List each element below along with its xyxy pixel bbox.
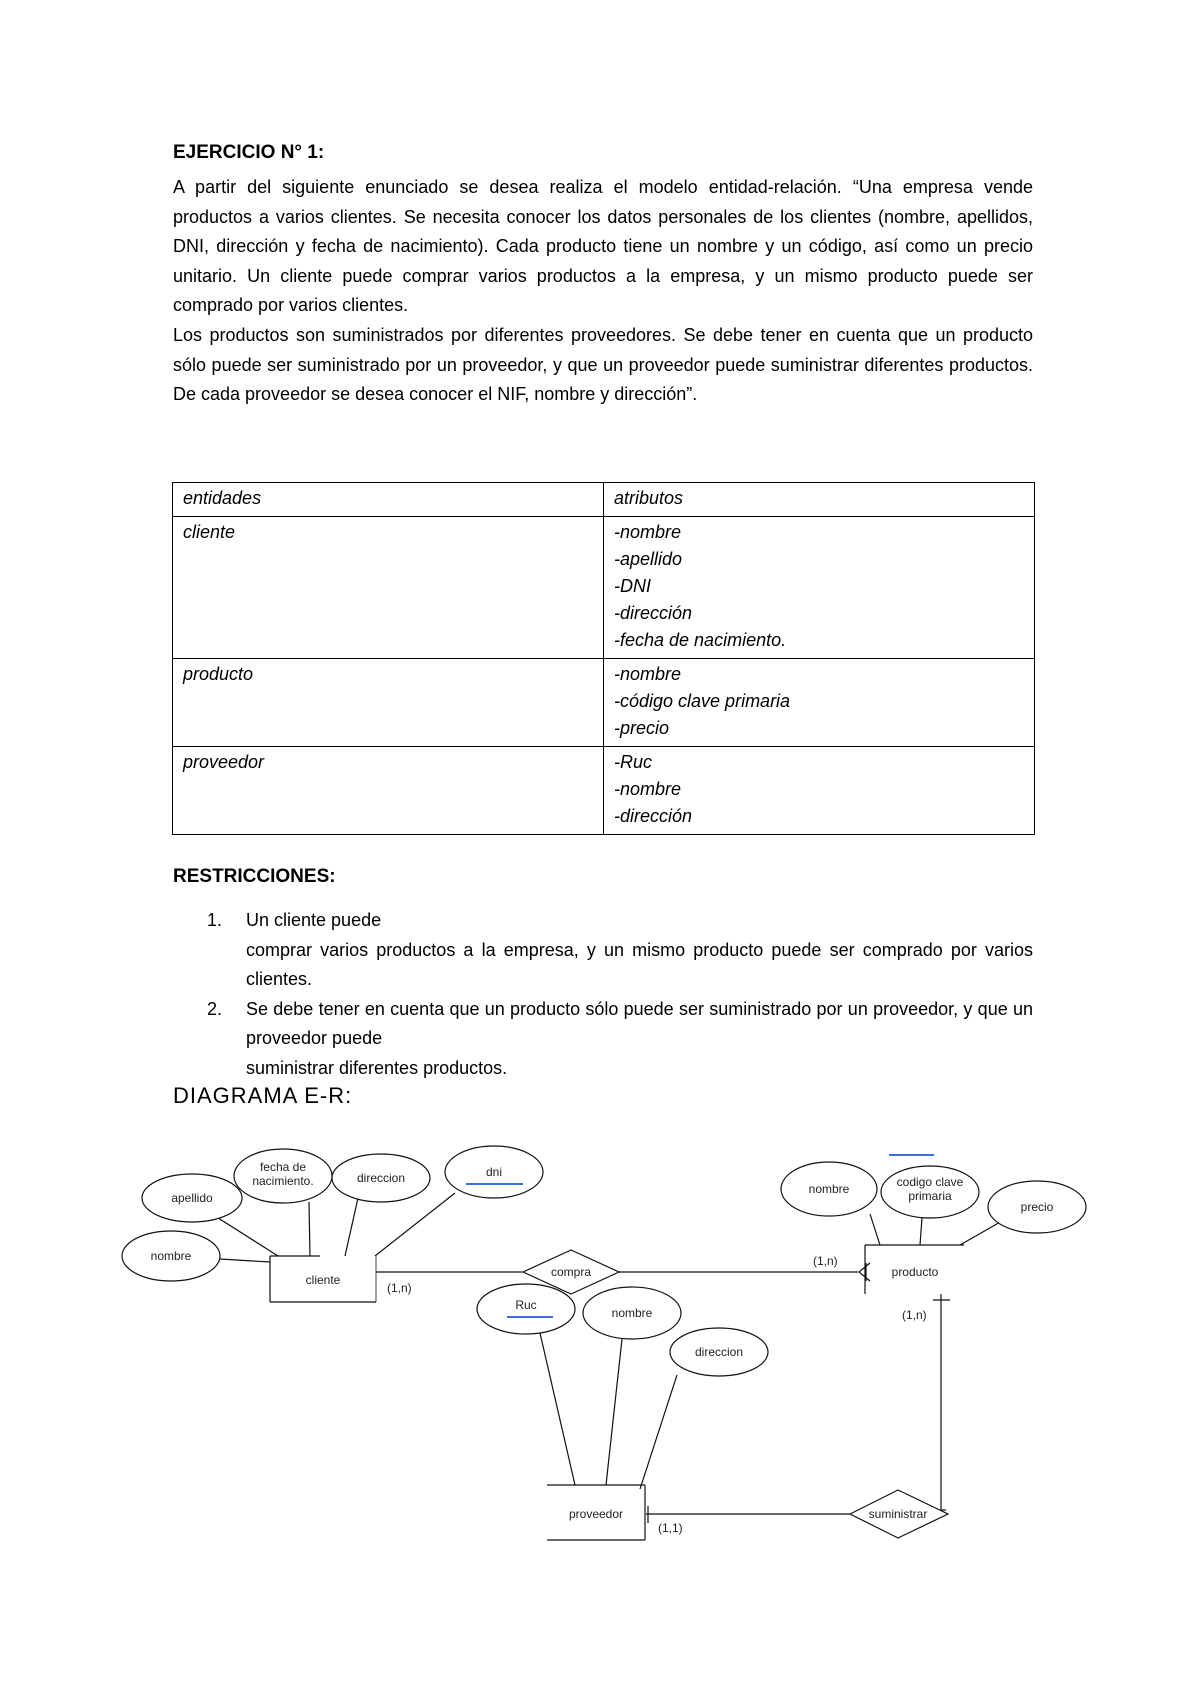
entity-cliente (270, 1256, 376, 1302)
list-number: 2. (207, 998, 223, 1019)
connector-line (640, 1375, 677, 1489)
header-atributos: atributos (604, 483, 1035, 517)
attribute-item: -nombre (614, 522, 682, 542)
attribute-precio (988, 1181, 1086, 1233)
attribute-codigo (881, 1155, 979, 1218)
attribute-item: -código clave primaria (614, 691, 791, 711)
exercise-title: EJERCICIO N° 1: (173, 142, 325, 163)
connector-line (220, 1259, 270, 1262)
attribute-label: dni (485, 1165, 503, 1179)
list-item (173, 906, 1033, 995)
attribute-label: direccion (694, 1345, 744, 1359)
list-item (173, 995, 1033, 1084)
attribute-dni (445, 1146, 543, 1198)
attribute-item: -Ruc (614, 752, 653, 772)
cardinality-label: (1,n) (813, 1254, 838, 1268)
attribute-item: -dirección (614, 603, 693, 623)
connector-line (540, 1333, 575, 1485)
entity-cell: producto (173, 659, 604, 747)
attribute-label: nombre (611, 1306, 653, 1320)
connector-line (870, 1214, 880, 1245)
entity-label-proveedor: proveedor (568, 1507, 624, 1521)
restriction-text: suministrar diferentes productos. (246, 1057, 508, 1078)
list-number: 1. (207, 910, 223, 930)
table-row (173, 747, 1035, 835)
attribute-item: -dirección (614, 806, 693, 826)
connector-line (920, 1218, 922, 1245)
cardinality-label: (1,n) (387, 1281, 412, 1295)
relationship-label-compra: compra (550, 1265, 592, 1279)
connector-line (375, 1193, 455, 1256)
attribute-ruc (477, 1284, 575, 1334)
table-row (173, 659, 1035, 747)
attribute-label: primaria (908, 1189, 952, 1203)
attribute-label: precio (1020, 1200, 1054, 1214)
attribute-item: -precio (614, 718, 670, 738)
connector-line (309, 1202, 310, 1256)
table-header-row (173, 483, 1035, 517)
entity-label-producto: producto (891, 1265, 939, 1279)
restrictions-list (173, 906, 1033, 1083)
entity-cell: cliente (173, 517, 604, 659)
attribute-nombre-cliente (122, 1231, 220, 1281)
connector-line (606, 1339, 622, 1485)
attribute-label: apellido (171, 1191, 213, 1205)
cardinality-label: (1,n) (902, 1308, 927, 1322)
restriction-text: comprar varios productos a la empresa, y un mismo producto puede ser comprado por varios clientes. (246, 939, 1033, 989)
attributes-cell (604, 517, 1035, 659)
header-entidades: entidades (173, 483, 604, 517)
connector-line (345, 1198, 358, 1256)
restriction-text: Un cliente puede (246, 910, 382, 930)
er-diagram (0, 1120, 1200, 1570)
attribute-label: nombre (808, 1182, 850, 1196)
attributes-cell (604, 747, 1035, 835)
restriction-text: Se debe tener en cuenta que un producto sólo puede ser suministrado por un proveedor, y que un proveedor puede (246, 998, 1033, 1048)
attribute-fecha-nacimiento (234, 1149, 332, 1203)
attribute-label: codigo clave (896, 1175, 964, 1189)
attribute-label: Ruc (515, 1298, 537, 1312)
relationship-suministrar (850, 1490, 948, 1538)
entity-label-cliente: cliente (305, 1273, 341, 1287)
attribute-direccion-cliente (332, 1154, 430, 1202)
entity-producto (865, 1245, 964, 1294)
attribute-label: fecha de (259, 1160, 307, 1174)
table-row (173, 517, 1035, 659)
attribute-apellido (142, 1174, 242, 1222)
attribute-label: nacimiento. (252, 1174, 314, 1188)
attribute-item: -fecha de nacimiento. (614, 630, 787, 650)
statement-paragraph-1: A partir del siguiente enunciado se desea realiza el modelo entidad-relación. “Una empresa vende productos a varios clientes. Se necesita conocer los datos personales de los clientes (nombre, apellidos, DNI, dirección y fecha de nacimiento). Cada producto tiene un nombre y un código, así como un precio unitario. Un cliente puede comprar varios productos a la empresa, y un mismo producto puede ser comprado por varios clientes. (173, 177, 1033, 315)
attribute-item: -nombre (614, 779, 682, 799)
attribute-label: direccion (356, 1171, 406, 1185)
attributes-cell (604, 659, 1035, 747)
diagram-title: DIAGRAMA E-R: (173, 1083, 353, 1108)
restrictions-title: RESTRICCIONES: (173, 866, 336, 887)
attribute-direccion-proveedor (670, 1328, 768, 1376)
attribute-nombre-proveedor (583, 1287, 681, 1339)
statement-paragraph-2: Los productos son suministrados por diferentes proveedores. Se debe tener en cuenta que un producto sólo puede ser suministrado por un proveedor, y que un proveedor puede suministrar diferentes productos. De cada proveedor se desea conocer el NIF, nombre y dirección”. (173, 325, 1033, 404)
attribute-label: nombre (150, 1249, 192, 1263)
entity-proveedor (547, 1485, 645, 1540)
connector-line (960, 1221, 1002, 1245)
attribute-item: -apellido (614, 549, 683, 569)
attribute-item: -DNI (614, 576, 651, 596)
relationship-label-suministrar: suministrar (868, 1507, 928, 1521)
attribute-item: -nombre (614, 664, 682, 684)
entity-cell: proveedor (173, 747, 604, 835)
cardinality-label: (1,1) (658, 1521, 683, 1535)
entities-table (172, 482, 1035, 835)
attribute-nombre-producto (781, 1162, 877, 1216)
